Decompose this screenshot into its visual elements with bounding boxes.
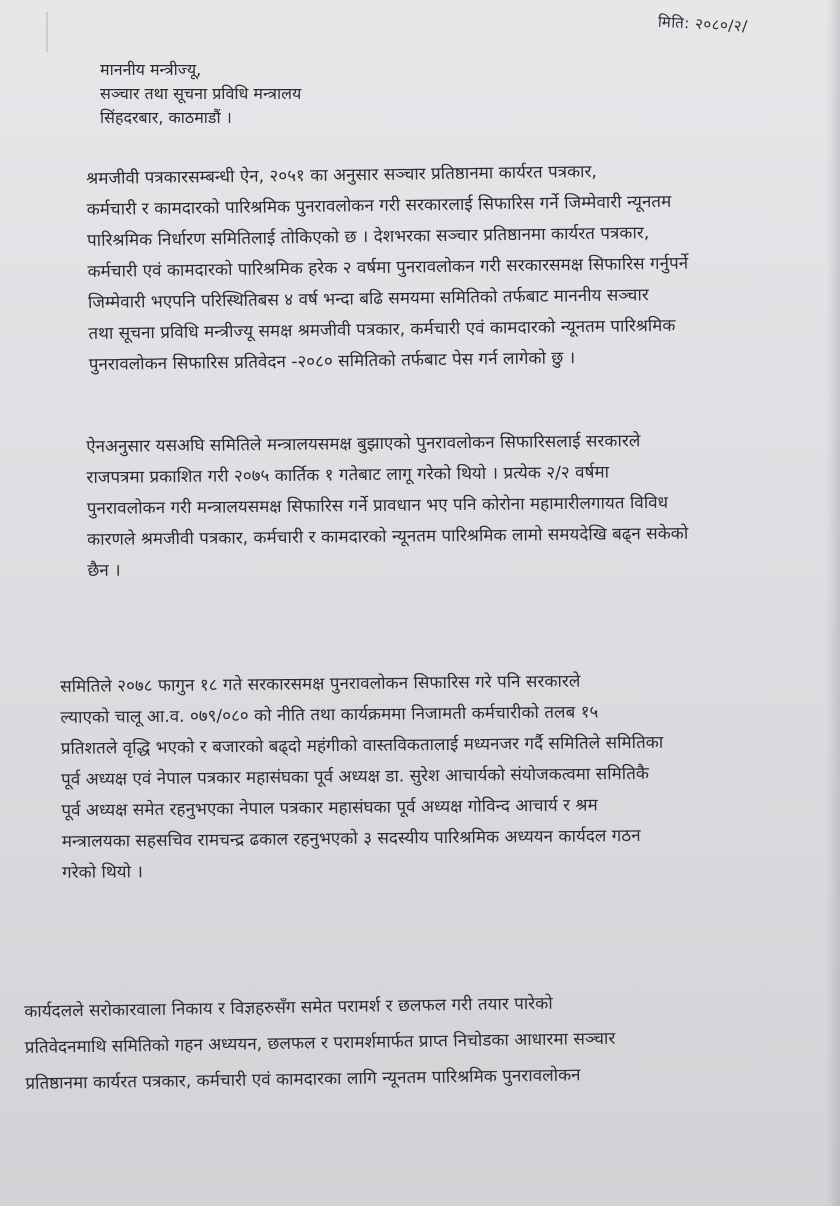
- paragraph-line: कारणले श्रमजीवी पत्रकार, कर्मचारी र कामदारको न्यूनतम पारिश्रमिक लामो समयदेखि बढ्न सकेको: [87, 523, 689, 550]
- paragraph-line: मन्त्रालयका सहसचिव रामचन्द्र ढकाल रहनुभएको ३ सदस्यीय पारिश्रमिक अध्ययन कार्यदल गठन: [61, 825, 641, 852]
- paragraph-1: [86, 156, 690, 381]
- letter-date: मिति: २०८०/२/: [657, 12, 749, 36]
- paragraph-2: [86, 426, 689, 587]
- address-line-3: सिंहदरबार, काठमाडौं ।: [100, 108, 232, 127]
- paragraph-line: पूर्व अध्यक्ष समेत रहनुभएका नेपाल पत्रकार महासंघका पूर्व अध्यक्ष गोविन्द आचार्य र श्रम: [61, 795, 598, 821]
- paragraph-line: कर्मचारी एवं कामदारको पारिश्रमिक हरेक २ वर्षमा पुनरावलोकन गरी सरकारसमक्ष सिफारिस गर्नुपर्ने: [87, 253, 689, 282]
- address-line-1: माननीय मन्त्रीज्यू,: [100, 60, 202, 79]
- paragraph-line: प्रतिशतले वृद्धि भएको र बजारको बढ्दो महंगीको वास्तविकतालाई मध्यनजर गर्दै समितिले समितिका: [60, 732, 664, 759]
- page-edge-shadow: [826, 0, 840, 1206]
- paper-crease: [46, 12, 48, 52]
- paragraph-line: ऐनअनुसार यसअघि समितिले मन्त्रालयसमक्ष बुझाएको पुनरावलोकन सिफारिसलाई सरकारले: [86, 431, 641, 457]
- paragraph-line: पूर्व अध्यक्ष एवं नेपाल पत्रकार महासंघका पूर्व अध्यक्ष डा. सुरेश आचार्यको संयोजकत्वमा समितिकै: [61, 763, 650, 790]
- paragraph-4: [24, 985, 616, 1102]
- paragraph-line: ल्याएको चालू आ.व. ०७९/०८० को नीति तथा कार्यक्रममा निजामती कर्मचारीको तलब १५: [60, 702, 599, 728]
- paragraph-line: तथा सूचना प्रविधि मन्त्रीज्यू समक्ष श्रमजीवी पत्रकार, कर्मचारी एवं कामदारको न्यूनतम पारिश्रमिक: [88, 315, 676, 344]
- paragraph-line: छैन ।: [87, 560, 121, 581]
- address-line-2: सञ्चार तथा सूचना प्रविधि मन्त्रालय: [100, 84, 302, 103]
- recipient-address: [100, 58, 301, 130]
- paragraph-line: पुनरावलोकन गरी मन्त्रालयसमक्ष सिफारिस गर्ने प्रावधान भए पनि कोरोना महामारीलगायत विविध: [86, 492, 669, 519]
- paragraph-3: [60, 666, 665, 889]
- paragraph-line: गरेको थियो ।: [62, 862, 143, 883]
- paragraph-line: कर्मचारी र कामदारको पारिश्रमिक पुनरावलोकन गरी सरकारलाई सिफारिस गर्ने जिम्मेवारी न्यूनतम: [86, 191, 672, 220]
- paragraph-line: प्रतिवेदनमाथि समितिको गहन अध्ययन, छलफल र परामर्शमार्फत प्राप्त निचोडका आधारमा सञ्चार: [24, 1028, 616, 1058]
- paragraph-line: श्रमजीवी पत्रकारसम्बन्धी ऐन, २०५१ का अनुसार सञ्चार प्रतिष्ठानमा कार्यरत पत्रकार,: [86, 161, 598, 189]
- paragraph-line: समितिले २०७८ फागुन १८ गते सरकारसमक्ष पुनरावलोकन सिफारिस गरे पनि सरकारले: [60, 671, 581, 697]
- paragraph-line: राजपत्रमा प्रकाशित गरी २०७५ कार्तिक १ गतेबाट लागू गरेको थियो । प्रत्येक २/२ वर्षमा: [86, 462, 610, 488]
- paragraph-line: पारिश्रमिक निर्धारण समितिलाई तोकिएको छ । देशभरका सञ्चार प्रतिष्ठानमा कार्यरत पत्रकार,: [86, 223, 650, 251]
- paragraph-line: जिम्मेवारी भएपनि परिस्थितिबस ४ वर्ष भन्दा बढि समयमा समितिको तर्फबाट माननीय सञ्चार: [87, 285, 649, 313]
- paragraph-line: कार्यदलले सरोकारवाला निकाय र विज्ञहरुसँग समेत परामर्श र छलफल गरी तयार पारेको: [24, 993, 553, 1022]
- paragraph-line: प्रतिष्ठानमा कार्यरत पत्रकार, कर्मचारी एवं कामदारका लागि न्यूनतम पारिश्रमिक पुनरावलोकन: [25, 1065, 581, 1094]
- paragraph-line: पुनरावलोकन सिफारिस प्रतिवेदन -२०८० समितिको तर्फबाट पेस गर्न लागेको छु ।: [88, 348, 576, 375]
